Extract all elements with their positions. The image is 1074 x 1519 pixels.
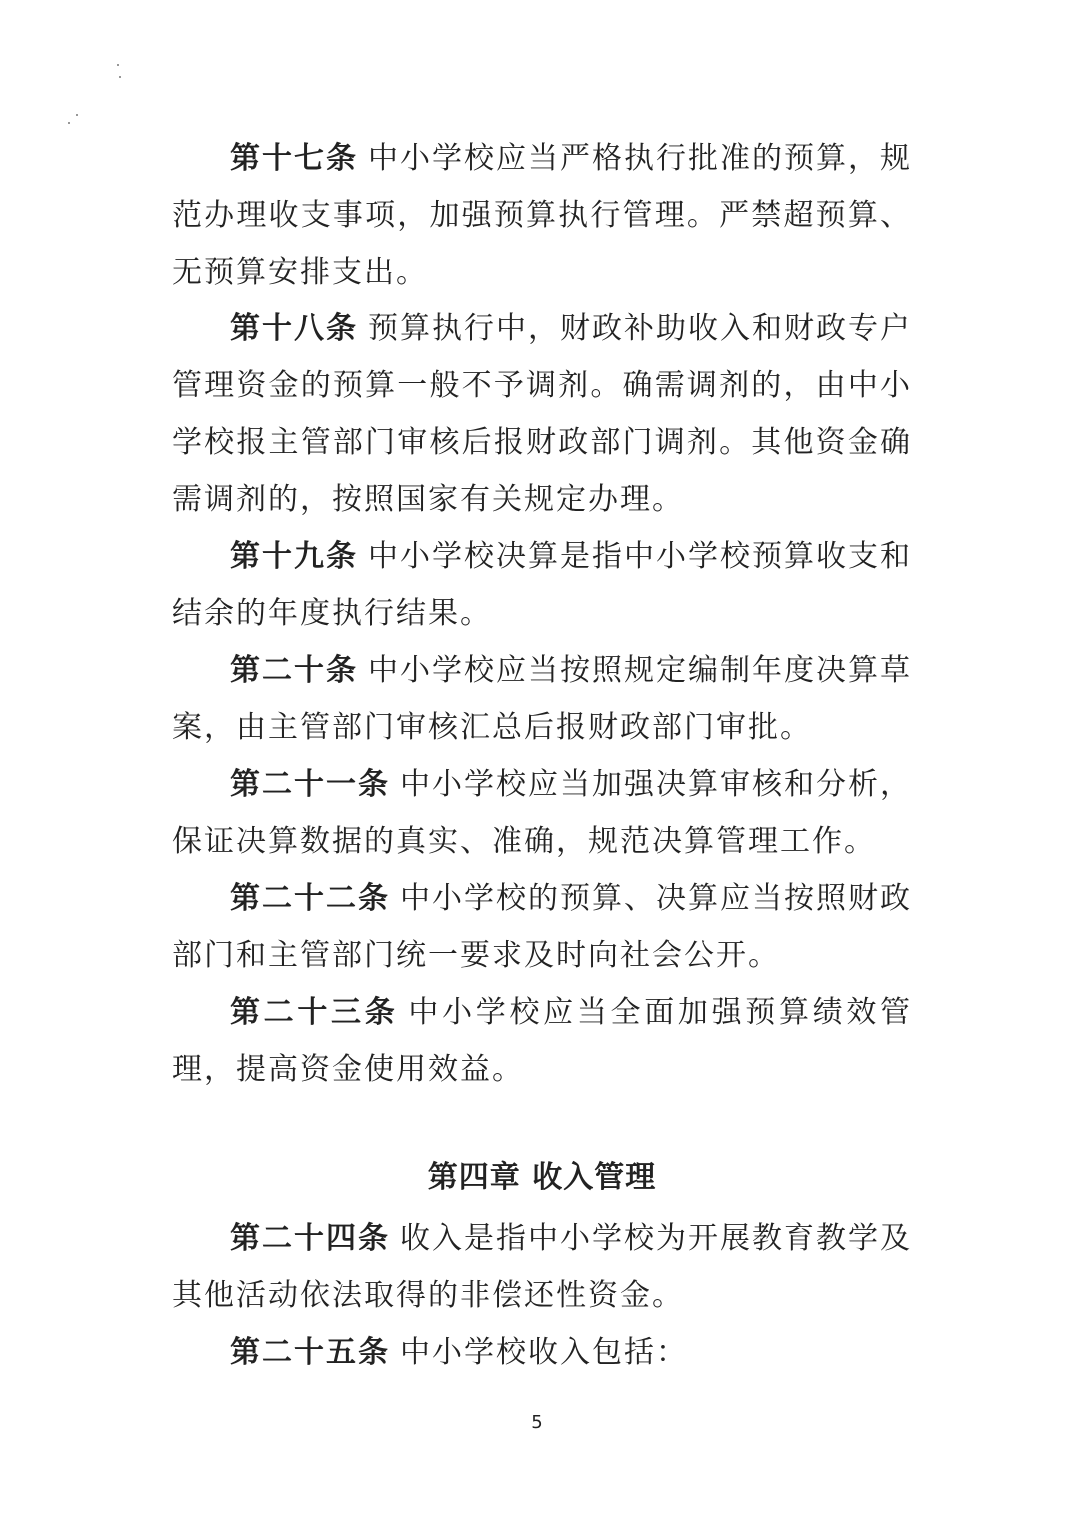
article-number: 第二十一条 — [230, 767, 390, 802]
article-text: 中小学校收入包括： — [400, 1335, 688, 1370]
article-21 — [172, 756, 912, 870]
scan-speck — [119, 76, 121, 78]
article-number: 第十七条 — [230, 141, 358, 176]
article-24 — [172, 1210, 912, 1324]
article-18 — [172, 300, 912, 528]
article-17 — [172, 130, 912, 301]
article-number: 第二十条 — [230, 653, 358, 688]
article-text: 预算执行中，财政补助收入和财政专户管理资金的预算一般不予调剂。确需调剂的，由中小学校报主管部门审核后报财政部门调剂。其他资金确需调剂的，按照国家有关规定办理。 — [172, 311, 912, 517]
article-25 — [172, 1324, 912, 1381]
article-text: 中小学校决算是指中小学校预算收支和结余的年度执行结果。 — [172, 539, 912, 631]
article-20 — [172, 642, 912, 756]
article-text: 中小学校应当严格执行批准的预算，规范办理收支事项，加强预算执行管理。严禁超预算、无预算安排支出。 — [172, 141, 912, 290]
scan-speck — [68, 122, 70, 124]
article-number: 第二十五条 — [230, 1335, 390, 1370]
article-22 — [172, 870, 912, 984]
article-text: 中小学校应当全面加强预算绩效管理，提高资金使用效益。 — [172, 995, 913, 1087]
chapter-title: 第四章 收入管理 — [427, 1160, 657, 1195]
article-number: 第二十四条 — [230, 1221, 390, 1256]
article-text: 收入是指中小学校为开展教育教学及其他活动依法取得的非偿还性资金。 — [172, 1221, 912, 1313]
article-text: 中小学校应当按照规定编制年度决算草案，由主管部门审核汇总后报财政部门审批。 — [172, 653, 912, 745]
article-19 — [172, 528, 912, 642]
article-number: 第二十三条 — [230, 995, 399, 1030]
article-23 — [172, 984, 912, 1098]
scan-speck — [76, 114, 78, 116]
article-number: 第十八条 — [230, 311, 358, 346]
article-number: 第十九条 — [230, 539, 358, 574]
scan-speck — [117, 64, 119, 66]
article-number: 第二十二条 — [230, 881, 390, 916]
article-text: 中小学校的预算、决算应当按照财政部门和主管部门统一要求及时向社会公开。 — [172, 881, 912, 973]
article-text: 中小学校应当加强决算审核和分析，保证决算数据的真实、准确，规范决算管理工作。 — [172, 767, 912, 859]
page-number: 5 — [531, 1412, 543, 1433]
